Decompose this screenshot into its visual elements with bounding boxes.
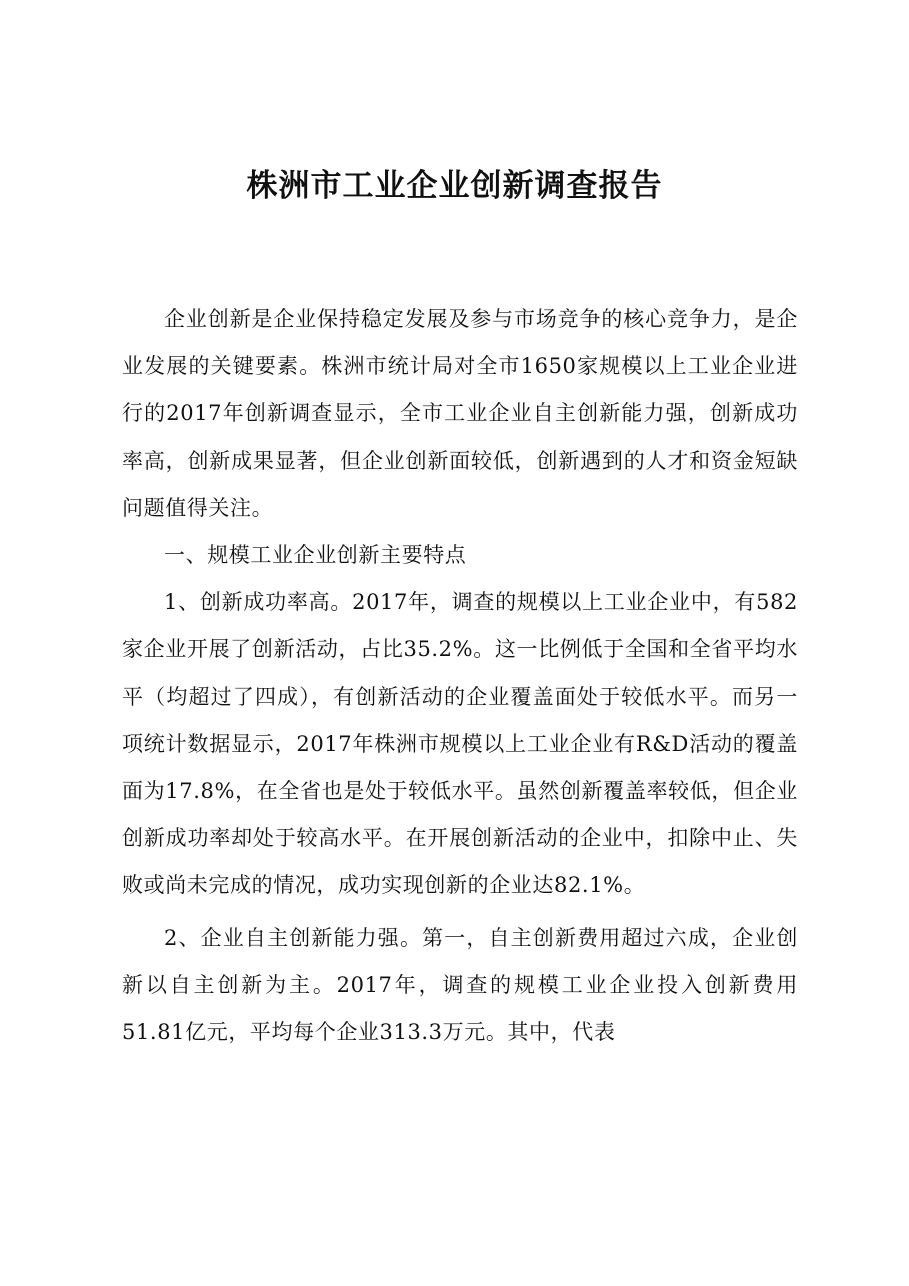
point-1-paragraph: 1、创新成功率高。2017年，调查的规模以上工业企业中，有582家企业开展了创新活动，占比35.2%。这一比例低于全国和全省平均水平（均超过了四成），有创新活动的企业覆盖面处于较低水平。而另一项统计数据显示，2017年株洲市规模以上工业企业有R&D活动的覆盖面为17.8%，在全省也是处于较低水平。虽然创新覆盖率较低，但企业创新成功率却处于较高水平。在开展创新活动的企业中，扣除中止、失败或尚未完成的情况，成功实现创新的企业达82.1%。 <box>122 590 798 898</box>
point-2-paragraph: 2、企业自主创新能力强。第一，自主创新费用超过六成，企业创新以自主创新为主。2017年，调查的规模工业企业投入创新费用51.81亿元，平均每个企业313.3万元。其中，代表 <box>122 925 798 1045</box>
intro-paragraph: 企业创新是企业保持稳定发展及参与市场竞争的核心竞争力，是企业发展的关键要素。株洲市统计局对全市1650家规模以上工业企业进行的2017年创新调查显示，全市工业企业自主创新能力强，创新成功率高，创新成果显著，但企业创新面较低，创新遇到的人才和资金短缺问题值得关注。 <box>122 307 798 520</box>
document-body <box>122 296 798 1056</box>
document-title: 株洲市工业企业创新调查报告 <box>246 168 663 204</box>
section-heading: 一、规模工业企业创新主要特点 <box>164 543 467 568</box>
